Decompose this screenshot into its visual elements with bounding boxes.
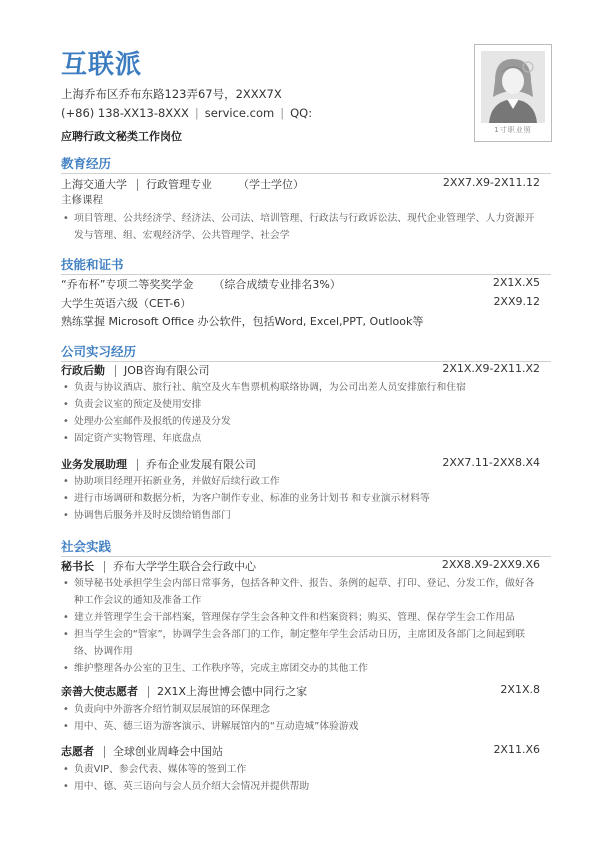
- phone-number: (+86) 138-XX13-8XXX: [61, 106, 189, 120]
- photo-caption: 1寸职业照: [494, 126, 532, 134]
- section-social: [61, 537, 551, 555]
- section-education: [61, 154, 551, 172]
- list-item: • 负责与协议酒店、旅行社、航空及火车售票机构联络协调，为公司出差人员安排旅行和住宿: [61, 379, 541, 396]
- job-target: 应聘行政文秘类工作岗位: [61, 130, 182, 143]
- practice-role: 亲善大使志愿者: [61, 685, 138, 698]
- row-separator: [148, 686, 149, 698]
- contact-separator: |: [194, 106, 199, 120]
- row-separator: [104, 561, 105, 573]
- practice-bullets: [61, 575, 541, 677]
- practice-row: [61, 683, 540, 699]
- list-item: • 建立并管理学生会干部档案，管理保存学生会各种文件和档案资料；购买、管理、保存学生会工作用品: [61, 609, 541, 626]
- email-address[interactable]: service.com: [204, 106, 275, 120]
- job-org: JOB咨询有限公司: [124, 364, 210, 377]
- practice-org: 2X1X上海世博会德中同行之家: [157, 685, 308, 698]
- skill-date: 2X1X.X5: [492, 276, 540, 289]
- job-date: 2X1X.X9-2X11.X2: [442, 362, 540, 375]
- degree: （学士学位）: [238, 178, 304, 191]
- list-item: • 负责VIP、参会代表、媒体等的签到工作: [61, 761, 541, 778]
- list-item: • 用中、德、英三语向与会人员介绍大会情况并提供帮助: [61, 778, 541, 795]
- list-item: • 项目管理、公共经济学、经济法、公司法、培训管理、行政法与行政诉讼法、现代企业管理学、人力资源开发与管理、组、宏观经济学、公共管理学、社会学: [61, 210, 541, 244]
- section-title: 公司实习经历: [61, 344, 137, 359]
- job-row: [61, 362, 540, 378]
- section-divider: [61, 173, 551, 174]
- courses-list: [61, 210, 541, 244]
- practice-org: 全球创业周峰会中国站: [113, 745, 223, 758]
- section-title: 教育经历: [61, 156, 112, 171]
- section-title: 社会实践: [61, 539, 112, 554]
- row-separator: [137, 179, 138, 191]
- job-role: 业务发展助理: [61, 458, 127, 471]
- section-internship: [61, 342, 551, 360]
- list-item: • 负责向中外游客介绍竹制双层展馆的环保理念: [61, 701, 541, 718]
- skill-row: [61, 276, 540, 292]
- practice-row: [61, 558, 540, 574]
- practice-role: 秘书长: [61, 560, 94, 573]
- avatar-icon: [481, 51, 545, 123]
- skill-date: 2XX9.12: [493, 295, 540, 308]
- qq-label: QQ:: [290, 106, 313, 120]
- skill-note: （综合成绩专业排名3%）: [213, 278, 341, 291]
- row-separator: [104, 746, 105, 758]
- major: 行政管理专业: [146, 178, 212, 191]
- list-item: • 协调售后服务并及时反馈给销售部门: [61, 507, 541, 524]
- practice-date: 2X11.X6: [493, 743, 540, 756]
- practice-bullets: [61, 701, 541, 735]
- practice-org: 乔布大学学生联合会行政中心: [113, 560, 256, 573]
- contact-line: [61, 106, 312, 120]
- row-separator: [137, 459, 138, 471]
- section-divider: [61, 274, 551, 275]
- education-row: [61, 176, 540, 192]
- office-skill: [61, 313, 540, 329]
- candidate-name: 互联派: [61, 50, 143, 80]
- section-divider: [61, 556, 551, 557]
- job-bullets: [61, 379, 541, 447]
- section-title: 技能和证书: [61, 257, 124, 272]
- job-bullets: [61, 473, 541, 524]
- profile-photo: [474, 44, 552, 142]
- office-skill-text: 熟练掌握 Microsoft Office 办公软件，包括Word, Excel,PPT, Outlook等: [61, 315, 424, 328]
- job-org: 乔布企业发展有限公司: [146, 458, 256, 471]
- education-date: 2XX7.X9-2X11.12: [442, 176, 540, 189]
- school-name: 上海交通大学: [61, 178, 127, 191]
- list-item: • 维护整理各办公室的卫生、工作秩序等，完成主席团交办的其他工作: [61, 660, 541, 677]
- job-role: 行政后勤: [61, 364, 105, 377]
- contact-separator: |: [280, 106, 285, 120]
- list-item: • 用中、英、德三语为游客演示、讲解展馆内的“互动造城”体验游戏: [61, 718, 541, 735]
- list-item: • 负责会议室的预定及使用安排: [61, 396, 541, 413]
- skill-name: 大学生英语六级（CET-6）: [61, 297, 192, 310]
- address-line: 上海乔布区乔布东路123弄67号，2XXX7X: [61, 87, 282, 101]
- job-date: 2XX7.11-2XX8.X4: [442, 456, 540, 469]
- job-row: [61, 456, 540, 472]
- list-item: • 协助项目经理开拓新业务，并做好后续行政工作: [61, 473, 541, 490]
- practice-bullets: [61, 761, 541, 795]
- list-item: • 担当学生会的“管家”，协调学生会各部门的工作，制定整年学生会活动日历，主席团及各部门之间起到联络、协调作用: [61, 626, 541, 660]
- section-skills: [61, 255, 551, 273]
- list-item: • 固定资产实物管理、年底盘点: [61, 430, 541, 447]
- courses-label: 主修课程: [61, 194, 103, 206]
- practice-date: 2XX8.X9-2XX9.X6: [441, 558, 540, 571]
- list-item: • 进行市场调研和数据分析，为客户制作专业、标准的业务计划书 和专业演示材料等: [61, 490, 541, 507]
- row-separator: [115, 365, 116, 377]
- practice-date: 2X1X.8: [500, 683, 540, 696]
- skill-row: [61, 295, 540, 311]
- list-item: • 领导秘书处承担学生会内部日常事务，包括各种文件、报告、条例的起草、打印、登记、分发工作，做好各种工作会议的通知及准备工作: [61, 575, 541, 609]
- list-item: • 处理办公室邮件及报纸的传递及分发: [61, 413, 541, 430]
- practice-row: [61, 743, 540, 759]
- practice-role: 志愿者: [61, 745, 94, 758]
- skill-name: “乔布杯”专项二等奖奖学金: [61, 278, 194, 291]
